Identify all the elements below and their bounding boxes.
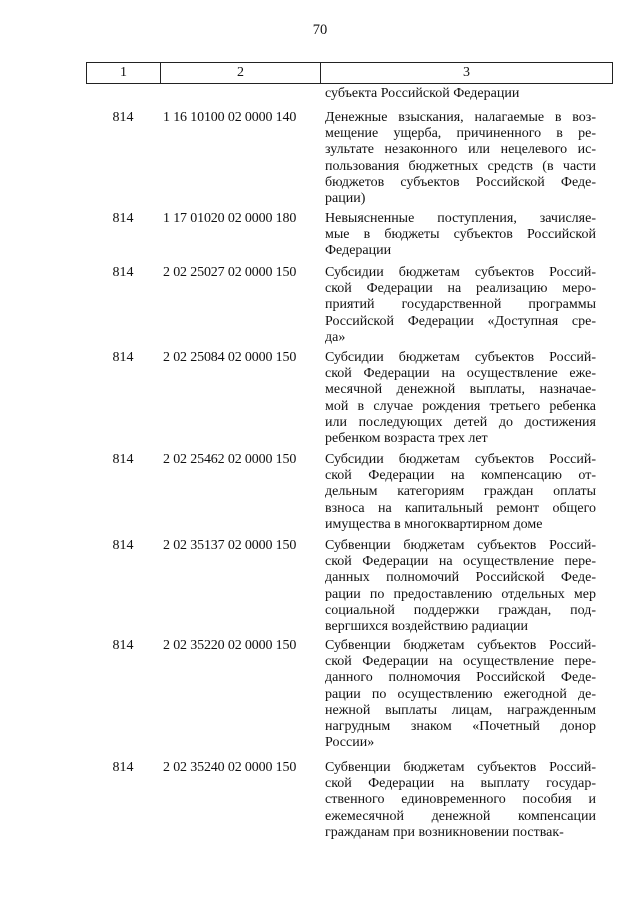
header-col-3: 3 xyxy=(463,65,470,80)
budget-code: 2 02 25462 02 0000 150 xyxy=(163,452,297,467)
admin-code: 814 xyxy=(112,452,134,467)
text-line: пользования бюджетных средств (в части xyxy=(325,158,596,174)
text-line: Субсидии бюджетам субъектов Россий- xyxy=(325,265,596,280)
text-line: мые в бюджеты субъектов Российской xyxy=(325,227,596,243)
revenue-description xyxy=(325,760,596,841)
admin-code: 814 xyxy=(112,110,134,125)
text-line: нежной выплаты лицам, награжденным xyxy=(325,702,596,718)
header-col-1: 1 xyxy=(87,63,161,83)
admin-code: 814 xyxy=(112,760,134,775)
text-line: ственного единовременного пособия и xyxy=(325,792,596,808)
text-line: данного полномочия Российской Феде- xyxy=(325,670,596,686)
text-line: приятий государственной программы xyxy=(325,297,596,313)
table-header xyxy=(86,62,613,84)
text-line: ской Федерации на выплату государ- xyxy=(325,776,596,792)
text-line: рации по предоставлению отдельных мер xyxy=(325,586,596,602)
admin-code: 814 xyxy=(112,265,134,280)
continuation-text xyxy=(325,86,596,102)
budget-code: 2 02 35220 02 0000 150 xyxy=(163,638,297,653)
text-line: ской Федерации на осуществление еже- xyxy=(325,366,596,382)
text-line: зультате незаконного или нецелевого ис- xyxy=(325,142,596,158)
budget-code: 1 16 10100 02 0000 140 xyxy=(163,110,297,125)
budget-code: 2 02 35137 02 0000 150 xyxy=(163,538,297,553)
text-line: рации) xyxy=(325,190,366,206)
text-line: Российской Федерации «Доступная сре- xyxy=(325,313,596,329)
text-line: социальной поддержки граждан, под- xyxy=(325,602,596,618)
text-line: или последующих детей до достижения xyxy=(325,414,596,430)
budget-code: 2 02 35240 02 0000 150 xyxy=(163,760,297,775)
admin-code: 814 xyxy=(112,211,134,226)
text-line: взноса на капитальный ремонт общего xyxy=(325,500,596,516)
header-col-2: 2 xyxy=(161,63,321,83)
text-line: Субсидии бюджетам субъектов Россий- xyxy=(325,350,596,365)
text-line: имущества в многоквартирном доме xyxy=(325,516,543,532)
text-line: Федерации xyxy=(325,243,392,259)
text-line: России» xyxy=(325,735,375,751)
text-line: мещение ущерба, причиненного в ре- xyxy=(325,126,596,142)
budget-code: 2 02 25027 02 0000 150 xyxy=(163,265,297,280)
admin-code: 814 xyxy=(112,350,134,365)
revenue-description xyxy=(325,110,596,207)
text-line: бюджетов субъектов Российской Феде- xyxy=(325,174,596,190)
revenue-description xyxy=(325,265,596,346)
budget-code: 2 02 25084 02 0000 150 xyxy=(163,350,297,365)
text-line: ежемесячной денежной компенсации xyxy=(325,808,596,824)
page-number: 70 xyxy=(312,22,328,38)
budget-code: 1 17 01020 02 0000 180 xyxy=(163,211,297,226)
text-line: данных полномочий Российской Феде- xyxy=(325,570,596,586)
text-line: субъекта Российской Федерации xyxy=(325,86,520,101)
admin-code: 814 xyxy=(112,538,134,553)
text-line: ребенком возраста трех лет xyxy=(325,430,488,446)
text-line: нагрудным знаком «Почетный донор xyxy=(325,718,596,734)
text-line: мой в случае рождения третьего ребенка xyxy=(325,398,596,414)
text-line: месячной денежной выплаты, назначае- xyxy=(325,382,596,398)
text-line: Субвенции бюджетам субъектов Россий- xyxy=(325,538,596,553)
text-line: ской Федерации на компенсацию от- xyxy=(325,468,596,484)
text-line: да» xyxy=(325,329,346,345)
revenue-description xyxy=(325,211,596,260)
text-line: Невыясненные поступления, зачисляе- xyxy=(325,211,596,226)
text-line: Денежные взыскания, налагаемые в воз- xyxy=(325,110,596,125)
text-line: гражданам при возникновении поствак- xyxy=(325,824,564,840)
revenue-description xyxy=(325,538,596,635)
revenue-description xyxy=(325,452,596,533)
text-line: вергшихся воздействию радиации xyxy=(325,618,529,634)
text-line: ской Федерации на реализацию меро- xyxy=(325,281,596,297)
text-line: дельным категориям граждан оплаты xyxy=(325,484,596,500)
admin-code: 814 xyxy=(112,638,134,653)
text-line: ской Федерации на осуществление пере- xyxy=(325,654,596,670)
text-line: Субвенции бюджетам субъектов Россий- xyxy=(325,638,596,653)
text-line: Субсидии бюджетам субъектов Россий- xyxy=(325,452,596,467)
text-line: Субвенции бюджетам субъектов Россий- xyxy=(325,760,596,775)
revenue-description xyxy=(325,638,596,751)
text-line: рации по осуществлению ежегодной де- xyxy=(325,686,596,702)
revenue-description xyxy=(325,350,596,447)
text-line: ской Федерации на осуществление пере- xyxy=(325,554,596,570)
